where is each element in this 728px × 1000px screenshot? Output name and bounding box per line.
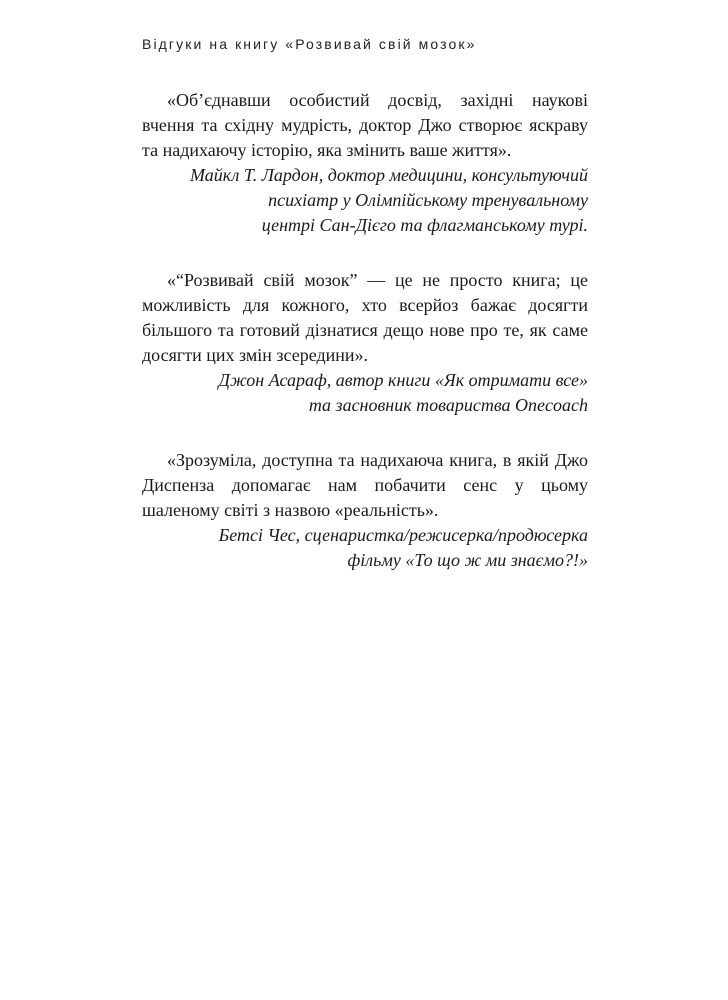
review-attribution	[142, 163, 588, 238]
review-3	[142, 448, 588, 573]
review-attribution	[142, 368, 588, 418]
running-head: Відгуки на книгу «Розвивай свій мозок»	[142, 36, 477, 52]
review-quote: «Об’єднавши особистий досвід, західні наукові вчення та східну мудрість, доктор Джо створює яскраву та надихаючу історію, яка змінить ваше життя».	[142, 90, 588, 160]
review-quote: «Зрозуміла, доступна та надихаюча книга, в якій Джо Диспенза допомагає нам побачити сенс у цьому шаленому світі з назвою «реальність».	[142, 450, 588, 520]
review-1	[142, 88, 588, 238]
review-2	[142, 268, 588, 418]
review-attribution	[142, 523, 588, 573]
reviews-list	[142, 88, 588, 603]
attribution-line: Джон Асараф, автор книги «Як отримати все»	[218, 370, 588, 390]
review-quote: «“Розвивай свій мозок” — це не просто книга; це можливість для кожного, хто всерйоз бажає досягти більшого та готовий дізнатися дещо нове про те, як саме досягти цих змін зсередини».	[142, 270, 588, 365]
attribution-line: Майкл Т. Лардон, доктор медицини, консультуючий психіатр у Олімпійському тренувальному	[189, 165, 588, 210]
attribution-line: та засновник товариства Onecoach	[308, 395, 588, 415]
attribution-line: Бетсі Чес, сценаристка/режисерка/продюсерка	[218, 525, 588, 545]
attribution-line: фільму «То що ж ми знаємо?!»	[347, 550, 588, 570]
attribution-line: центрі Сан-Дієго та флагманському турі.	[261, 215, 588, 235]
